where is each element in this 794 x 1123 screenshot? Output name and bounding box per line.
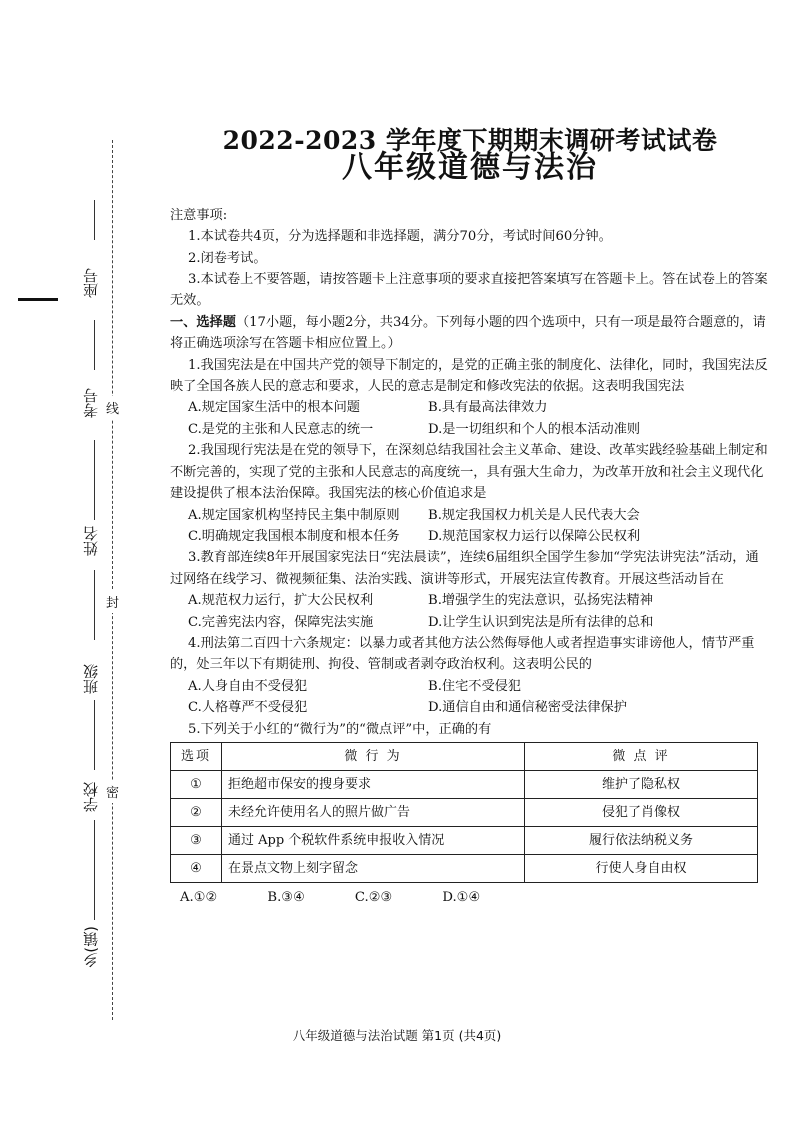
question-options <box>170 397 770 440</box>
table-cell-behavior: 通过 App 个税软件系统申报收入情况 <box>222 826 525 854</box>
notice-item: 2.闭卷考试。 <box>188 250 267 266</box>
option-b: B.规定我国权力机关是人民代表大会 <box>428 507 640 523</box>
table-cell-comment: 履行依法纳税义务 <box>525 826 758 854</box>
binding-bar-mark <box>18 298 58 301</box>
page-footer: 八年级道德与法治试题 第1页 (共4页) <box>292 1028 502 1043</box>
option-a: A.规定国家生活中的根本问题 <box>188 400 360 416</box>
option-d: D.让学生认识到宪法是所有法律的总和 <box>428 614 654 630</box>
name-underline <box>94 440 95 520</box>
table-cell-behavior: 在景点文物上刻字留念 <box>222 854 525 882</box>
option-d: D.是一切组织和个人的根本活动准则 <box>428 421 641 437</box>
option-c: C.②③ <box>354 889 393 905</box>
seat-label: 座号 <box>82 268 100 298</box>
table-row <box>171 854 758 882</box>
section-description: （17小题，每小题2分，共34分。下列每小题的四个选项中，只有一项是最符合题意的，请将正确选项涂写在答题卡相应位置上。） <box>170 314 766 352</box>
option-d: D.①④ <box>442 889 481 905</box>
option-d: D.通信自由和通信秘密受法律保护 <box>428 700 627 716</box>
school-underline <box>94 700 95 770</box>
exam-subject: 八年级道德与法治 <box>342 150 598 186</box>
table-cell-option: ③ <box>171 826 222 854</box>
class-label: 班级 <box>82 664 100 694</box>
class-underline <box>94 570 95 640</box>
question-options <box>170 505 770 548</box>
notice-item: 3.本试卷上不要答题，请按答题卡上注意事项的要求直接把答案填写在答题卡上。答在试卷上的答案无效。 <box>170 272 768 309</box>
school-label: 学校 <box>82 782 100 812</box>
option-c: C.明确规定我国根本制度和根本任务 <box>188 528 400 544</box>
q5-answers <box>170 887 770 908</box>
exam-content <box>170 128 770 908</box>
table-cell-comment: 维护了隐私权 <box>525 770 758 798</box>
section-label: 一、选择题 <box>170 314 236 330</box>
exam-no-label: 考号 <box>82 388 100 418</box>
binding-margin <box>0 0 150 1123</box>
notice-heading: 注意事项: <box>170 207 228 223</box>
question-options <box>170 590 770 633</box>
question-stem: 5.下列关于小红的“微行为”的“微点评”中，正确的有 <box>188 721 492 737</box>
q5-table <box>170 742 758 883</box>
table-row <box>171 826 758 854</box>
option-c: C.人格尊严不受侵犯 <box>188 700 308 716</box>
table-cell-option: ② <box>171 798 222 826</box>
question-options <box>170 676 770 719</box>
exam-title: 2022-2023 学年度下期期末调研考试试卷 <box>222 126 718 155</box>
town-underline <box>94 820 95 920</box>
option-b: B.③④ <box>267 889 305 905</box>
question-stem: 3.教育部连续8年开展国家宪法日“宪法晨读”，连续6届组织全国学生参加“学宪法讲宪法”活动，通过网络在线学习、微视频征集、法治实践、演讲等形式，开展宪法宣传教育。开展这些活动旨在 <box>170 550 759 587</box>
seal-dashed-line <box>112 140 113 1020</box>
seal-mark-line: 线 <box>106 396 119 419</box>
table-header-row <box>171 742 758 770</box>
question-stem: 2.我国现行宪法是在党的领导下，在深刻总结我国社会主义革命、建设、改革实践经验基础上制定和不断完善的，实现了党的主张和人民意志的高度统一，具有强大生命力，为改革开放和社会主义现代化建设提供了根本法治保障。我国宪法的核心价值追求是 <box>170 443 768 502</box>
option-b: B.具有最高法律效力 <box>428 400 548 416</box>
option-a: A.①② <box>180 889 218 905</box>
section-heading <box>170 312 770 355</box>
option-a: A.人身自由不受侵犯 <box>188 678 308 694</box>
table-row <box>171 798 758 826</box>
table-cell-behavior: 未经允许使用名人的照片做广告 <box>222 798 525 826</box>
option-a: A.规范权力运行，扩大公民权利 <box>188 593 374 609</box>
option-a: A.规定国家机构坚持民主集中制原则 <box>188 507 400 523</box>
table-cell-behavior: 拒绝超市保安的搜身要求 <box>222 770 525 798</box>
notice-item: 1.本试卷共4页，分为选择题和非选择题，满分70分，考试时间60分钟。 <box>188 229 612 245</box>
table-header-behavior: 微 行 为 <box>222 742 525 770</box>
table-cell-comment: 行使人身自由权 <box>525 854 758 882</box>
option-c: C.是党的主张和人民意志的统一 <box>188 421 374 437</box>
table-cell-comment: 侵犯了肖像权 <box>525 798 758 826</box>
table-header-option: 选项 <box>171 742 222 770</box>
exam-no-underline <box>94 320 95 370</box>
seat-underline <box>94 200 95 240</box>
question-stem: 4.刑法第二百四十六条规定：以暴力或者其他方法公然侮辱他人或者捏造事实诽谤他人，情节严重的，处三年以下有期徒刑、拘役、管制或者剥夺政治权利。这表明公民的 <box>170 635 755 673</box>
option-c: C.完善宪法内容，保障宪法实施 <box>188 614 374 630</box>
option-b: B.增强学生的宪法意识，弘扬宪法精神 <box>428 593 653 609</box>
table-cell-option: ① <box>171 770 222 798</box>
table-row <box>171 770 758 798</box>
seal-mark-seal: 封 <box>106 590 119 613</box>
table-header-comment: 微 点 评 <box>525 742 758 770</box>
seal-mark-secret: 密 <box>106 780 119 803</box>
table-cell-option: ④ <box>171 854 222 882</box>
question-stem: 1.我国宪法是在中国共产党的领导下制定的，是党的正确主张的制度化、法律化，同时，我国宪法反映了全国各族人民的意志和要求，人民的意志是制定和修改宪法的依据。这表明我国宪法 <box>170 357 768 395</box>
option-b: B.住宅不受侵犯 <box>428 678 522 694</box>
name-label: 姓名 <box>82 526 100 556</box>
town-label: 乡(镇) <box>82 926 100 968</box>
option-d: D.规范国家权力运行以保障公民权利 <box>428 528 641 544</box>
